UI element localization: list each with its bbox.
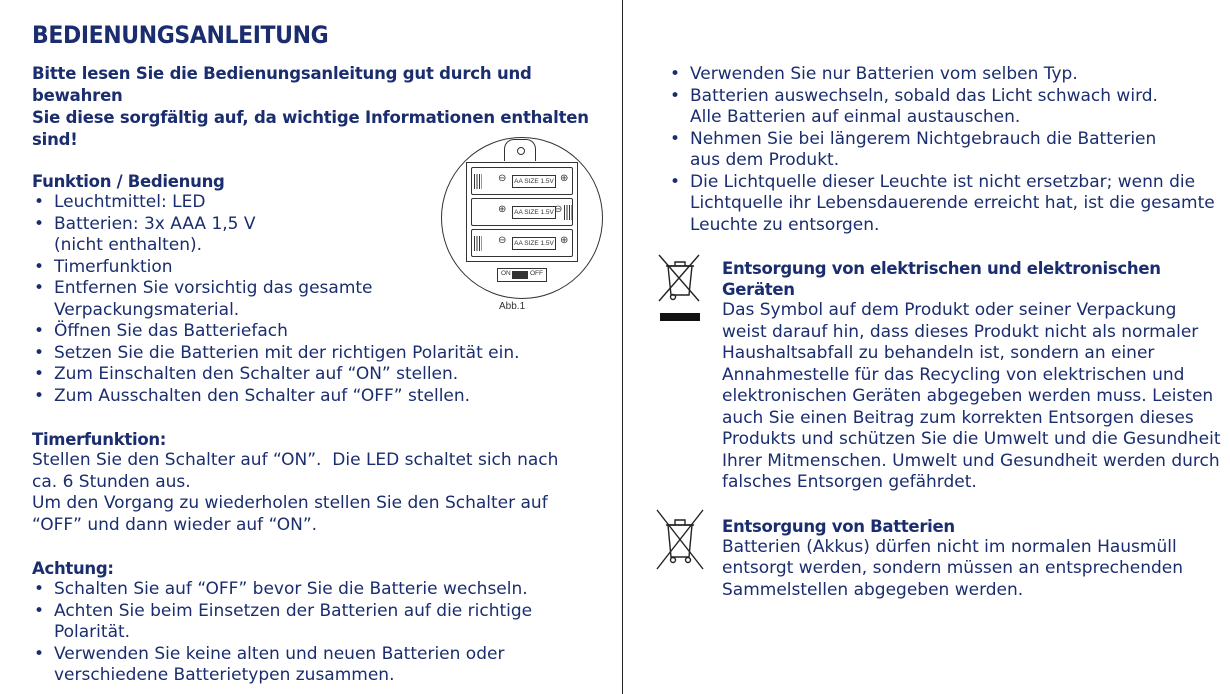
text-line: entsorgt werden, sondern müssen an entsprechenden: [722, 558, 1184, 578]
crossed-out-wheelie-bin-icon: [657, 253, 703, 329]
list-item-text: Schalten Sie auf “OFF” bevor Sie die Batterie wechseln.: [54, 579, 528, 599]
minus-icon: ⊖: [554, 204, 563, 215]
right-column: [668, 64, 1228, 601]
timer-heading: Timerfunktion:: [32, 430, 167, 449]
list-item-text: Timerfunktion: [54, 256, 173, 277]
minus-icon: ⊖: [498, 235, 507, 246]
weee-section: [668, 258, 1228, 494]
list-item-text: Verwenden Sie keine alten und neuen Batterien oder verschiedene Batterietypen zusammen.: [54, 643, 505, 685]
battery-label: AA SIZE 1.5V: [512, 237, 556, 250]
text-line: falsches Entsorgen gefährdet.: [722, 472, 977, 492]
spring-icon: [564, 205, 572, 220]
switch-off-label: OFF: [530, 270, 543, 277]
list-item-text: Batterien auswechseln, sobald das Licht schwach wird. Alle Batterien auf einmal austauschen.: [690, 85, 1158, 127]
list-item: [32, 579, 612, 601]
list-item: [668, 64, 1228, 86]
list-item-text: Achten Sie beim Einsetzen der Batterien auf die richtige Polarität.: [54, 600, 533, 642]
text-line: Batterien (Akkus) dürfen nicht im normalen Hausmüll: [722, 536, 1177, 557]
text-line: Ihrer Mitmenschen. Umwelt und Gesundheit werden durch: [722, 450, 1220, 471]
achtung-heading: Achtung:: [32, 559, 114, 578]
minus-icon: ⊖: [498, 173, 507, 184]
text-line: auch Sie einen Beitrag zum korrekten Entsorgen dieses: [722, 407, 1194, 428]
list-item: [668, 172, 1228, 237]
figure-caption: Abb.1: [499, 301, 526, 312]
list-item: [32, 644, 612, 687]
on-off-switch: [497, 268, 547, 282]
text-line: weist darauf hin, dass dieses Produkt nicht als normaler: [722, 321, 1199, 342]
battery-notes-list: [668, 64, 1228, 236]
list-item: [32, 343, 612, 365]
plus-icon: ⊕: [560, 235, 569, 246]
switch-on-label: ON: [501, 270, 511, 277]
list-item: [668, 86, 1228, 129]
plus-icon: ⊕: [560, 173, 569, 184]
text-line: ca. 6 Stunden aus.: [32, 471, 191, 492]
battery-slot: [471, 229, 573, 257]
battery-disposal-heading: Entsorgung von Batterien: [722, 516, 955, 536]
list-item-text: Entfernen Sie vorsichtig das gesamte Verpackungsmaterial.: [54, 278, 373, 320]
list-item-text: Verwenden Sie nur Batterien vom selben Typ.: [690, 64, 1078, 84]
achtung-list: [32, 579, 612, 687]
battery-slot: [471, 198, 573, 226]
page-title: BEDIENUNGSANLEITUNG: [32, 22, 329, 50]
list-item-text: Die Lichtquelle dieser Leuchte ist nicht ersetzbar; wenn die Lichtquelle ihr Lebensdauerende erreicht hat, ist die gesamte Leuchte zu entsorgen.: [690, 171, 1215, 235]
battery-compartment-figure: [441, 137, 603, 317]
crossed-out-battery-bin-icon: [654, 507, 706, 573]
list-item: [32, 321, 612, 343]
weee-text: [722, 300, 1228, 494]
intro-line: sind!: [32, 130, 78, 149]
funktion-heading: Funktion / Bedienung: [32, 172, 225, 191]
list-item-text: Batterien: 3x AAA 1,5 V (nicht enthalten).: [54, 213, 256, 255]
text-line: Sammelstellen abgegeben werden.: [722, 579, 1024, 600]
list-item: [32, 364, 612, 386]
spring-icon: [474, 236, 482, 251]
compartment-tab: [504, 139, 536, 161]
intro-line: Bitte lesen Sie die Bedienungsanleitung gut durch und bewahren: [32, 64, 532, 105]
battery-compartment: [466, 162, 578, 262]
plus-icon: ⊕: [498, 204, 507, 215]
battery-disposal-text: [722, 537, 1228, 602]
list-item-text: Nehmen Sie bei längerem Nichtgebrauch die Batterien aus dem Produkt.: [690, 128, 1157, 170]
list-item-text: Leuchtmittel: LED: [54, 192, 206, 212]
list-item: [668, 129, 1228, 172]
list-item-text: Zum Ausschalten den Schalter auf “OFF” stellen.: [54, 385, 471, 406]
text-line: Stellen Sie den Schalter auf “ON”. Die LED schaltet sich nach: [32, 450, 559, 470]
text-line: Das Symbol auf dem Produkt oder seiner Verpackung: [722, 300, 1177, 320]
text-line: Produkts und schützen Sie die Umwelt und die Gesundheit: [722, 429, 1221, 449]
intro-line: Sie diese sorgfältig auf, da wichtige Informationen enthalten: [32, 108, 589, 127]
text-line: elektronischen Geräten abgegeben werden muss. Leisten: [722, 386, 1214, 406]
list-item-text: Zum Einschalten den Schalter auf “ON” stellen.: [54, 364, 459, 384]
timer-text: [32, 450, 612, 536]
list-item-text: Setzen Sie die Batterien mit der richtigen Polarität ein.: [54, 342, 520, 363]
left-column: [32, 22, 612, 687]
list-item-text: Öffnen Sie das Batteriefach: [54, 321, 288, 341]
battery-label: AA SIZE 1.5V: [512, 175, 556, 188]
switch-knob: [512, 271, 528, 279]
battery-slot: [471, 167, 573, 195]
battery-disposal-section: [668, 516, 1228, 602]
weee-heading: Entsorgung von elektrischen und elektronischen Geräten: [722, 259, 1161, 299]
text-line: Um den Vorgang zu wiederholen stellen Sie den Schalter auf: [32, 493, 548, 513]
text-line: Annahmestelle für das Recycling von elektrischen und: [722, 364, 1185, 385]
column-divider: [622, 0, 623, 694]
list-item: [32, 386, 612, 408]
spring-icon: [474, 174, 482, 189]
battery-label: AA SIZE 1.5V: [512, 206, 556, 219]
text-line: “OFF” und dann wieder auf “ON”.: [32, 514, 318, 535]
list-item: [32, 601, 612, 644]
text-line: Haushaltsabfall zu behandeln ist, sondern an einer: [722, 343, 1155, 363]
